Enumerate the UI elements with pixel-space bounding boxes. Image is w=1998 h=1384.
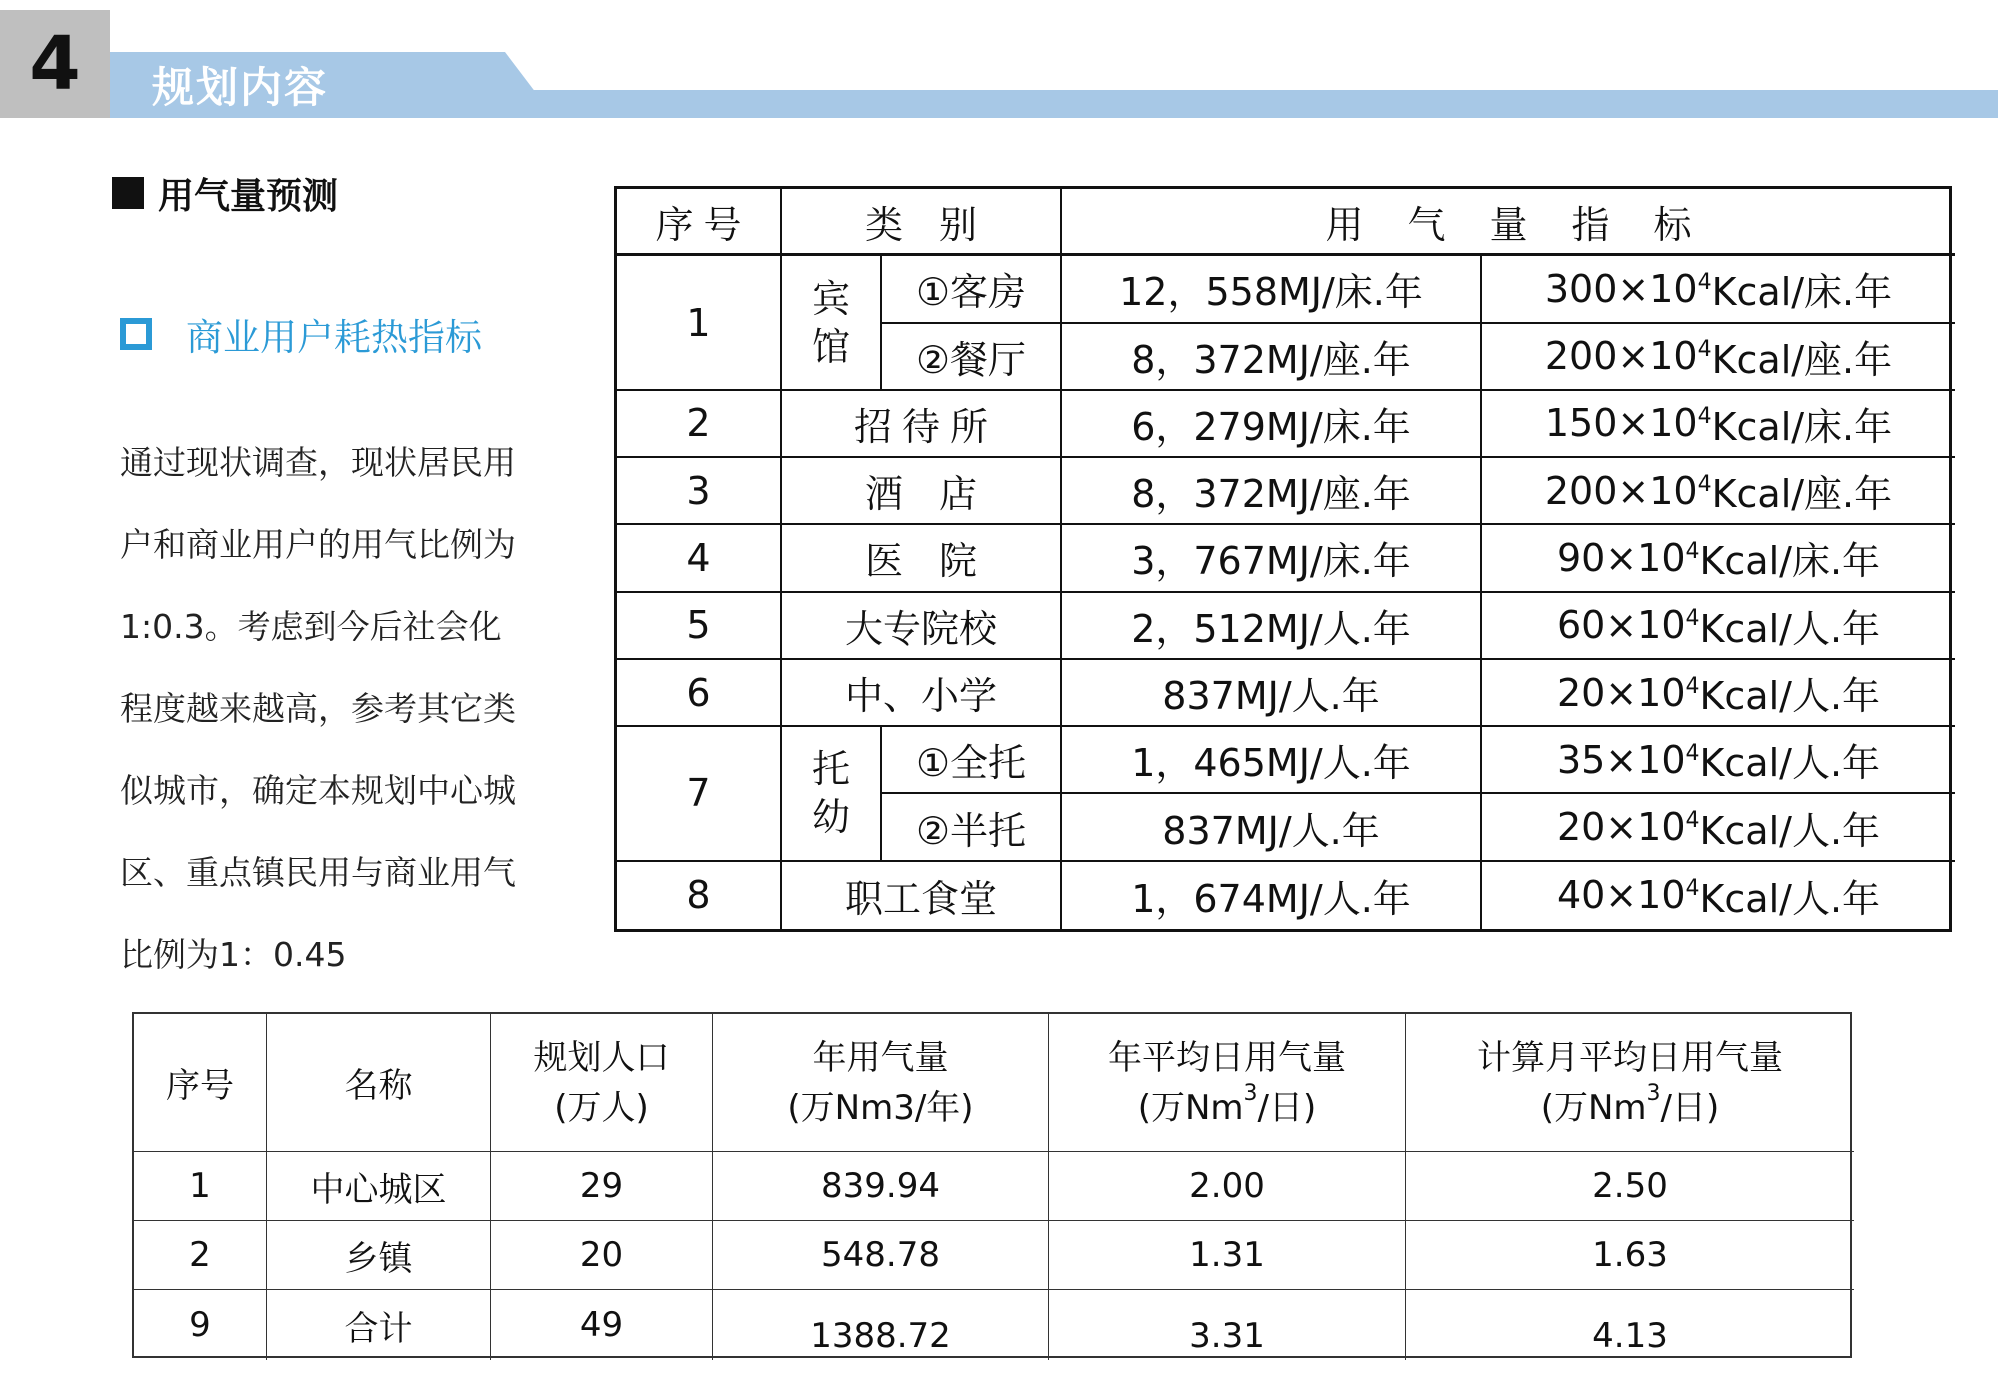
cell-calc-daily-avg: 2.50 — [1406, 1152, 1854, 1221]
kcal-base: 90×10 — [1556, 535, 1686, 580]
col-header-name: 名称 — [267, 1014, 491, 1152]
heat-index-table — [614, 186, 1952, 932]
kcal-base: 20×10 — [1556, 805, 1686, 850]
index-kcal: 20×10 $^4$ Kcal/人.年 — [1482, 794, 1955, 861]
cell-seq: 2 — [134, 1221, 267, 1290]
section-number: 4 — [0, 10, 110, 118]
cell-annual-daily-avg: 2.00 — [1049, 1152, 1406, 1221]
index-mj: 837MJ/人.年 — [1062, 660, 1482, 727]
index-mj: 837MJ/人.年 — [1062, 794, 1482, 861]
index-mj: 3，767MJ/床.年 — [1062, 525, 1482, 592]
header-unit: (万人) — [554, 1087, 649, 1128]
header-unit — [1541, 1083, 1720, 1133]
paragraph-line: 似城市，确定本规划中心城 — [120, 771, 516, 810]
gas-consumption-table — [132, 1012, 1852, 1358]
cell-name: 合计 — [267, 1290, 491, 1360]
index-kcal: 150×10 $^4$ Kcal/床.年 — [1482, 391, 1955, 458]
sub-category: ②餐厅 — [882, 324, 1062, 391]
cell-seq: 1 — [134, 1152, 267, 1221]
index-kcal: 300×10 $^4$ Kcal/床.年 — [1482, 256, 1955, 323]
index-kcal: 60×10 $^4$ Kcal/人.年 — [1482, 593, 1955, 660]
sub-category: ②半托 — [882, 794, 1062, 861]
col-header-category: 类别 — [782, 189, 1062, 256]
index-mj: 8，372MJ/座.年 — [1062, 324, 1482, 391]
kcal-base: 150×10 — [1544, 401, 1698, 446]
kcal-unit: Kcal/床.年 — [1711, 270, 1893, 315]
header-unit: (万Nm3/年) — [787, 1087, 974, 1128]
kcal-unit: Kcal/人.年 — [1699, 876, 1881, 921]
category-name: 医院 — [782, 525, 1062, 592]
cell-calc-daily-avg: 1.63 — [1406, 1221, 1854, 1290]
cell-annual: 1388.72 — [713, 1290, 1049, 1360]
paragraph-line: 比例为1：0.45 — [120, 935, 347, 974]
unit-exp: 3 — [1646, 1081, 1661, 1107]
group-label — [782, 727, 882, 862]
kcal-unit: Kcal/座.年 — [1711, 472, 1893, 517]
index-kcal: 20×10 $^4$ Kcal/人.年 — [1482, 660, 1955, 727]
index-mj: 1，674MJ/人.年 — [1062, 862, 1482, 929]
index-kcal: 200×10 $^4$ Kcal/座.年 — [1482, 324, 1955, 391]
unit-base: (万Nm — [1540, 1087, 1647, 1128]
main-heading-text: 用气量预测 — [158, 175, 339, 217]
kcal-unit: Kcal/人.年 — [1699, 606, 1881, 651]
cell-population: 29 — [491, 1152, 713, 1221]
category-name: 大专院校 — [782, 593, 1062, 660]
row-seq: 7 — [617, 727, 782, 862]
col-header-seq: 序号 — [617, 189, 782, 256]
description-paragraph — [120, 422, 560, 996]
kcal-base: 300×10 — [1544, 266, 1698, 311]
group-label-text: 托 幼 — [811, 747, 850, 840]
index-mj: 12，558MJ/床.年 — [1062, 256, 1482, 323]
cell-name: 中心城区 — [267, 1152, 491, 1221]
unit-tail: /日) — [1660, 1087, 1720, 1128]
category-name: 职工食堂 — [782, 862, 1062, 929]
kcal-base: 200×10 — [1544, 334, 1698, 379]
col-header-population — [491, 1014, 713, 1152]
cell-population: 49 — [491, 1290, 713, 1360]
row-seq: 6 — [617, 660, 782, 727]
cell-annual: 548.78 — [713, 1221, 1049, 1290]
unit-exp: 3 — [1243, 1081, 1258, 1107]
row-seq: 1 — [617, 256, 782, 391]
paragraph-line: 程度越来越高，参考其它类 — [120, 689, 516, 728]
col-header-annual-daily-avg — [1049, 1014, 1406, 1152]
kcal-unit: Kcal/座.年 — [1711, 337, 1893, 382]
cell-seq: 9 — [134, 1290, 267, 1360]
kcal-unit: Kcal/床.年 — [1711, 404, 1893, 449]
kcal-base: 40×10 — [1556, 873, 1686, 918]
sub-category: ①全托 — [882, 727, 1062, 794]
group-label-text: 宾 馆 — [811, 276, 850, 369]
row-seq: 8 — [617, 862, 782, 929]
kcal-unit: Kcal/人.年 — [1699, 674, 1881, 719]
group-label — [782, 256, 882, 391]
paragraph-line: 1:0.3。考虑到今后社会化 — [120, 607, 502, 646]
kcal-unit: Kcal/床.年 — [1699, 539, 1881, 584]
header-line: 年平均日用气量 — [1108, 1037, 1346, 1078]
index-kcal: 40×10 $^4$ Kcal/人.年 — [1482, 862, 1955, 929]
kcal-base: 60×10 — [1556, 603, 1686, 648]
category-name: 酒店 — [782, 458, 1062, 525]
index-mj: 2，512MJ/人.年 — [1062, 593, 1482, 660]
index-kcal: 200×10 $^4$ Kcal/座.年 — [1482, 458, 1955, 525]
kcal-base: 200×10 — [1544, 468, 1698, 513]
header-line: 规划人口 — [533, 1037, 670, 1078]
cell-population: 20 — [491, 1221, 713, 1290]
unit-base: (万Nm — [1137, 1087, 1244, 1128]
sub-heading — [120, 308, 482, 360]
row-seq: 5 — [617, 593, 782, 660]
kcal-base: 20×10 — [1556, 670, 1686, 715]
paragraph-line: 区、重点镇民用与商业用气 — [120, 853, 516, 892]
section-title: 规划内容 — [152, 63, 329, 112]
index-mj: 8，372MJ/座.年 — [1062, 458, 1482, 525]
unit-tail: /日) — [1257, 1087, 1317, 1128]
sub-heading-text: 商业用户耗热指标 — [186, 316, 482, 359]
kcal-base: 35×10 — [1556, 737, 1686, 782]
row-seq: 4 — [617, 525, 782, 592]
paragraph-line: 户和商业用户的用气比例为 — [120, 525, 516, 564]
cell-annual: 839.94 — [713, 1152, 1049, 1221]
hollow-square-icon — [120, 318, 152, 350]
col-header-seq: 序号 — [134, 1014, 267, 1152]
row-seq: 2 — [617, 391, 782, 458]
category-name: 招待所 — [782, 391, 1062, 458]
kcal-unit: Kcal/人.年 — [1699, 808, 1881, 853]
index-mj: 1，465MJ/人.年 — [1062, 727, 1482, 794]
row-seq: 3 — [617, 458, 782, 525]
filled-square-icon — [112, 177, 144, 209]
header-unit — [1138, 1083, 1317, 1133]
col-header-index: 用气量指标 — [1062, 189, 1955, 256]
col-header-annual — [713, 1014, 1049, 1152]
cell-annual-daily-avg: 3.31 — [1049, 1290, 1406, 1360]
header-line: 年用气量 — [812, 1037, 949, 1078]
paragraph-line: 通过现状调查，现状居民用 — [120, 443, 516, 482]
sub-category: ①客房 — [882, 256, 1062, 323]
cell-annual-daily-avg: 1.31 — [1049, 1221, 1406, 1290]
kcal-unit: Kcal/人.年 — [1699, 741, 1881, 786]
cell-calc-daily-avg: 4.13 — [1592, 1316, 1668, 1356]
index-kcal: 35×10 $^4$ Kcal/人.年 — [1482, 727, 1955, 794]
index-mj: 6，279MJ/床.年 — [1062, 391, 1482, 458]
cell-name: 乡镇 — [267, 1221, 491, 1290]
header-line: 计算月平均日用气量 — [1477, 1037, 1783, 1078]
index-kcal: 90×10 $^4$ Kcal/床.年 — [1482, 525, 1955, 592]
col-header-calc-daily-avg — [1406, 1014, 1854, 1152]
main-heading — [112, 168, 338, 218]
category-name: 中、小学 — [782, 660, 1062, 727]
